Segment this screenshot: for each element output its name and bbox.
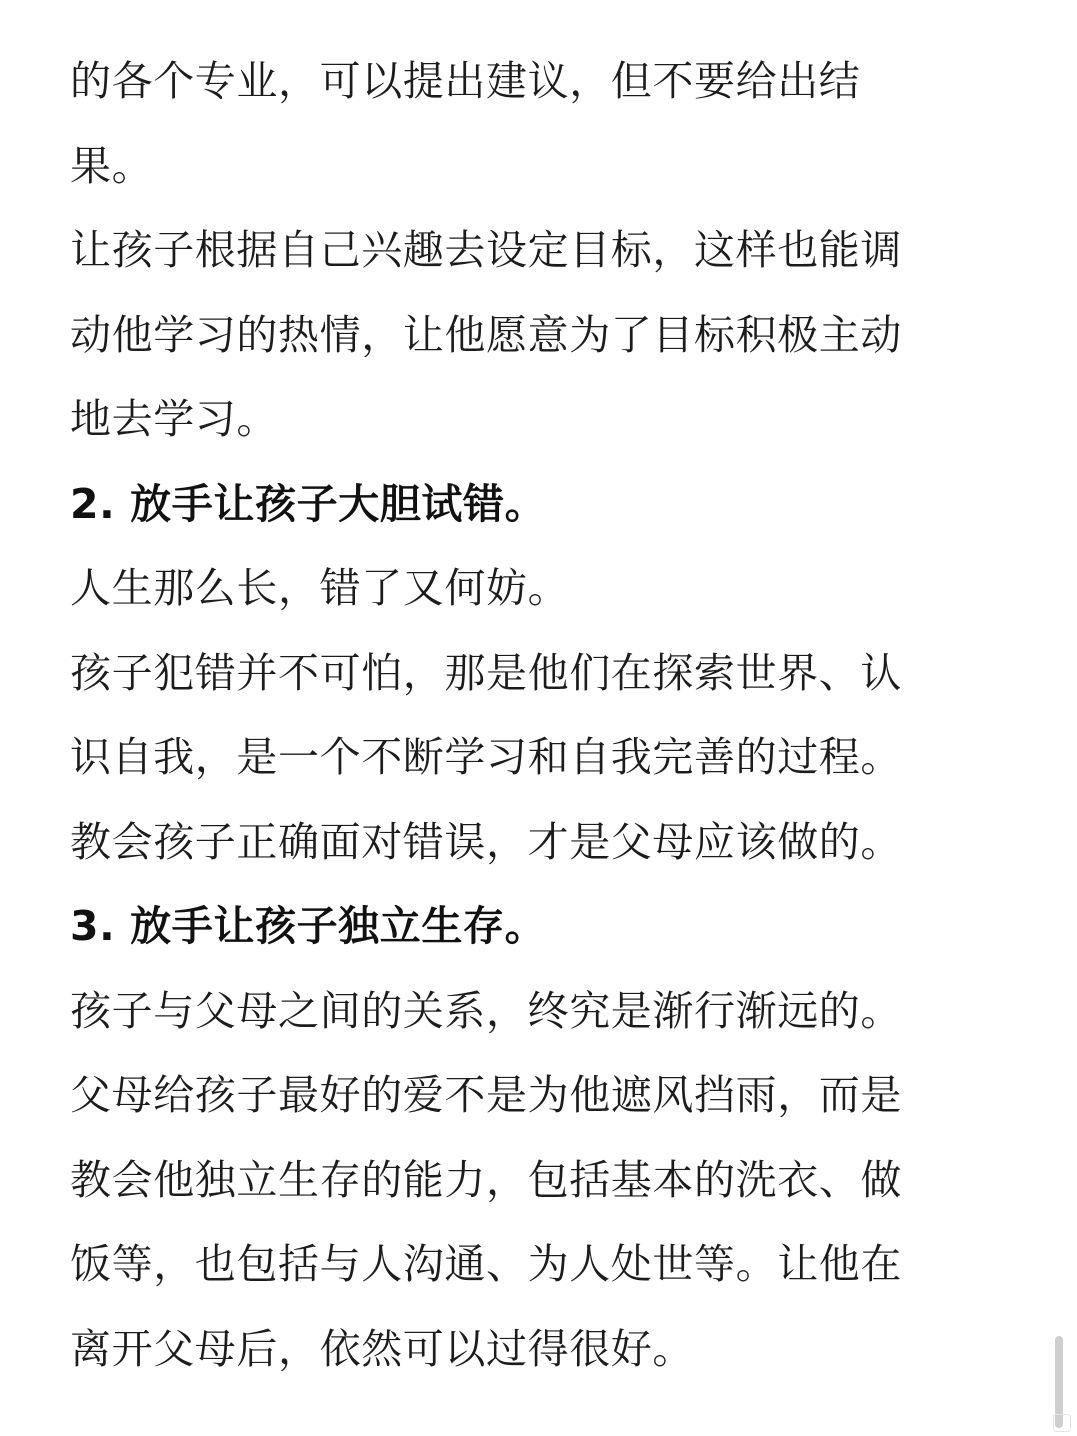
section-heading-3: 3. 放手让孩子独立生存。 [70, 902, 547, 950]
paragraph-line: 孩子犯错并不可怕，那是他们在探索世界、认 [70, 648, 902, 697]
section-heading-2: 2. 放手让孩子大胆试错。 [70, 479, 547, 528]
paragraph-line: 饭等，也包括与人沟通、为人处世等。让他在 [70, 1240, 902, 1288]
article-body [70, 39, 1030, 1391]
paragraph-line: 离开父母后，依然可以过得很好。 [70, 1324, 694, 1373]
paragraph-line: 人生那么长，错了又何妨。 [70, 564, 570, 612]
paragraph-line: 教会他独立生存的能力，包括基本的洗衣、做 [70, 1155, 902, 1204]
watermark-icon [1053, 1414, 1071, 1432]
paragraph-line: 的各个专业，可以提出建议，但不要给出结 [70, 57, 861, 105]
paragraph-line: 果。 [70, 141, 154, 190]
paragraph-line: 父母给孩子最好的爱不是为他遮风挡雨，而是 [70, 1071, 902, 1119]
paragraph-line: 地去学习。 [70, 395, 278, 443]
paragraph-line: 孩子与父母之间的关系，终究是渐行渐远的。 [70, 986, 902, 1035]
paragraph-line: 让孩子根据自己兴趣去设定目标，这样也能调 [70, 226, 902, 274]
paragraph-line: 识自我，是一个不断学习和自我完善的过程。 [70, 733, 902, 781]
paragraph-line: 教会孩子正确面对错误，才是父母应该做的。 [70, 817, 902, 866]
paragraph-line: 动他学习的热情，让他愿意为了目标积极主动 [70, 310, 902, 359]
